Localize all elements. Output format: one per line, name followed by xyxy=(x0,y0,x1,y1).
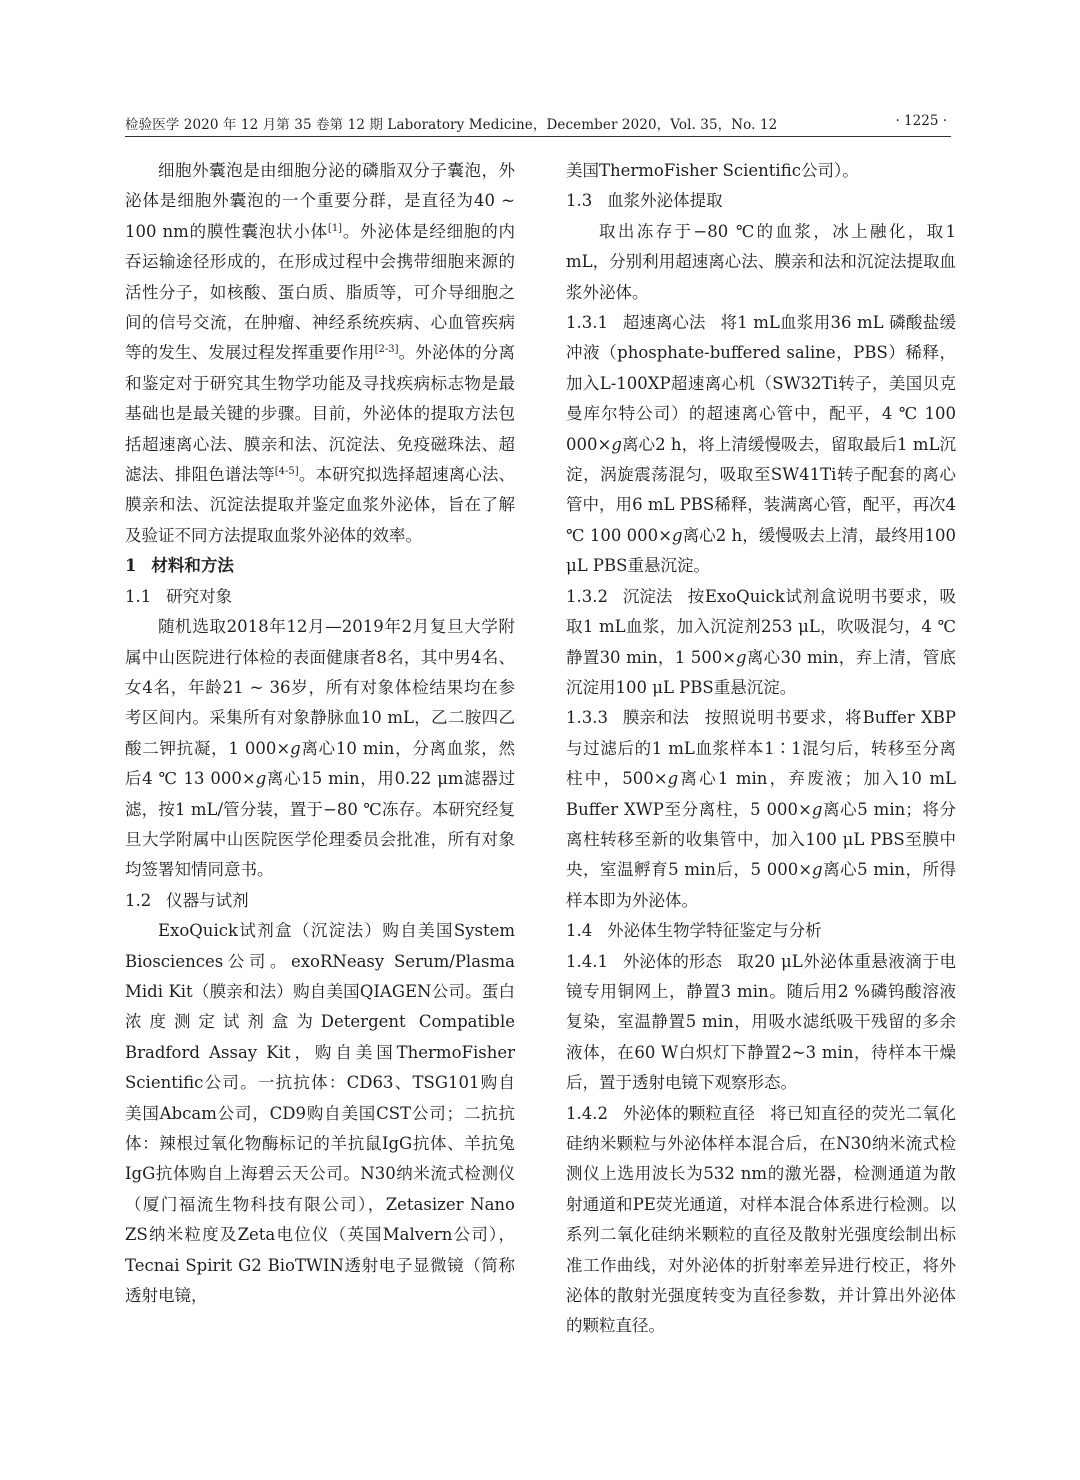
section-heading-1-4: 1.4 外泌体生物学特征鉴定与分析 xyxy=(566,921,822,941)
reagents-continuation: 美国ThermoFisher Scientific公司）。 xyxy=(566,161,859,180)
right-column xyxy=(566,156,956,1342)
section-heading-1-1: 1.1 研究对象 xyxy=(125,586,233,606)
journal-citation: 检验医学 2020 年 12 月第 35 卷第 12 期 Laboratory Medicine，December 2020，Vol. 35，No. 12 xyxy=(125,117,778,133)
ultracentrifugation-paragraph: 1.3.1 超速离心法 将1 mL血浆用36 mL 磷酸盐缓冲液（phosphate-buffered saline，PBS）稀释，加入L-100XP超速离心机（SW32Ti转子，美国贝克曼库尔特公司）的超速离心管中，配平，4 ℃ 100 000×g离心2 h，将上清缓慢吸去，留取最后1 mL沉淀，涡旋震荡混匀，吸取至SW41Ti转子配套的离心管中，用6 mL PBS稀释，装满离心管，配平，再次4 ℃ 100 000×g离心2 h，缓慢吸去上清，最终用100 μL PBS重悬沉淀。 xyxy=(566,313,956,576)
citation: [4-5] xyxy=(274,466,299,478)
section-heading-1-3: 1.3 血浆外泌体提取 xyxy=(566,191,723,211)
section-heading-1-2: 1.2 仪器与试剂 xyxy=(125,890,249,910)
section-heading-1: 1 材料和方法 xyxy=(125,556,234,576)
left-column xyxy=(125,156,515,1311)
citation: [1] xyxy=(327,222,343,234)
membrane-affinity-paragraph: 1.3.3 膜亲和法 按照说明书要求，将Buffer XBP与过滤后的1 mL血浆样本1∶1混匀后，转移至分离柱中，500×g离心1 min，弃废液；加入10 mL Buffer XWP至分离柱，5 000×g离心5 min；将分离柱转移至新的收集管中，加入100 μL PBS至膜中央，室温孵育5 min后，5 000×g离心5 min，所得样本即为外泌体。 xyxy=(566,708,957,910)
citation: [2-3] xyxy=(374,344,399,356)
precipitation-paragraph: 1.3.2 沉淀法 按ExoQuick试剂盒说明书要求，吸取1 mL血浆，加入沉淀剂253 μL，吹吸混匀，4 ℃静置30 min，1 500×g离心30 min，弃上清，管底沉淀用100 μL PBS重悬沉淀。 xyxy=(566,586,956,697)
header-rule xyxy=(125,136,951,137)
extraction-paragraph: 取出冻存于−80 ℃的血浆，冰上融化，取1 mL，分别利用超速离心法、膜亲和法和沉淀法提取血浆外泌体。 xyxy=(566,221,956,302)
reagents-paragraph: ExoQuick试剂盒（沉淀法）购自美国System Biosciences公司。exoRNeasy Serum/Plasma Midi Kit（膜亲和法）购自美国QIAGEN公司。蛋白浓度测定试剂盒为Detergent Compatible Bradford Assay Kit，购自美国ThermoFisher Scientific公司。一抗抗体：CD63、TSG101购自美国Abcam公司，CD9购自美国CST公司；二抗抗体：辣根过氧化物酶标记的羊抗鼠IgG抗体、羊抗兔IgG抗体购自上海碧云天公司。N30纳米流式检测仪（厦门福流生物科技有限公司），Zetasizer Nano ZS纳米粒度及Zeta电位仪（英国Malvern公司），Tecnai Spirit G2 BioTWIN透射电子显微镜（简称透射电镜， xyxy=(125,921,515,1306)
morphology-paragraph: 1.4.1 外泌体的形态 取20 μL外泌体重悬液滴于电镜专用铜网上，静置3 min。随后用2 %磷钨酸溶液复染，室温静置5 min，用吸水滤纸吸干残留的多余液体，在60 W白炽灯下静置2~3 min，待样本干燥后，置于透射电镜下观察形态。 xyxy=(566,951,956,1093)
subjects-paragraph: 随机选取2018年12月—2019年2月复旦大学附属中山医院进行体检的表面健康者8名，其中男4名、女4名，年龄21 ~ 36岁，所有对象体检结果均在参考区间内。采集所有对象静脉血10 mL，乙二胺四乙酸二钾抗凝，1 000×g离心10 min，分离血浆，然后4 ℃ 13 000×g离心15 min，用0.22 μm滤器过滤，按1 mL/管分装，置于−80 ℃冻存。本研究经复旦大学附属中山医院医学伦理委员会批准，所有对象均签署知情同意书。 xyxy=(125,617,516,880)
particle-size-paragraph: 1.4.2 外泌体的颗粒直径 将已知直径的荧光二氧化硅纳米颗粒与外泌体样本混合后，在N30纳米流式检测仪上选用波长为532 nm的激光器，检测通道为散射通道和PE荧光通道，对样本混合体系进行检测。以系列二氧化硅纳米颗粒的直径及散射光强度绘制出标准工作曲线，对外泌体的折射率差异进行校正，将外泌体的散射光强度转变为直径参数，并计算出外泌体的颗粒直径。 xyxy=(566,1103,956,1336)
running-header xyxy=(125,113,947,135)
intro-paragraph: 细胞外囊泡是由细胞分泌的磷脂双分子囊泡，外泌体是细胞外囊泡的一个重要分群，是直径为40 ~ 100 nm的膜性囊泡状小体[1]。外泌体是经细胞的内吞运输途径形成的，在形成过程中会携带细胞来源的活性分子，如核酸、蛋白质、脂质等，可介导细胞之间的信号交流，在肿瘤、神经系统疾病、心血管疾病等的发生、发展过程发挥重要作用[2-3]。外泌体的分离和鉴定对于研究其生物学功能及寻找疾病标志物是最基础也是最关键的步骤。目前，外泌体的提取方法包括超速离心法、膜亲和法、沉淀法、免疫磁珠法、超滤法、排阻色谱法等[4-5]。本研究拟选择超速离心法、膜亲和法、沉淀法提取并鉴定血浆外泌体，旨在了解及验证不同方法提取血浆外泌体的效率。 xyxy=(125,161,516,545)
page-number: · 1225 · xyxy=(895,113,947,129)
